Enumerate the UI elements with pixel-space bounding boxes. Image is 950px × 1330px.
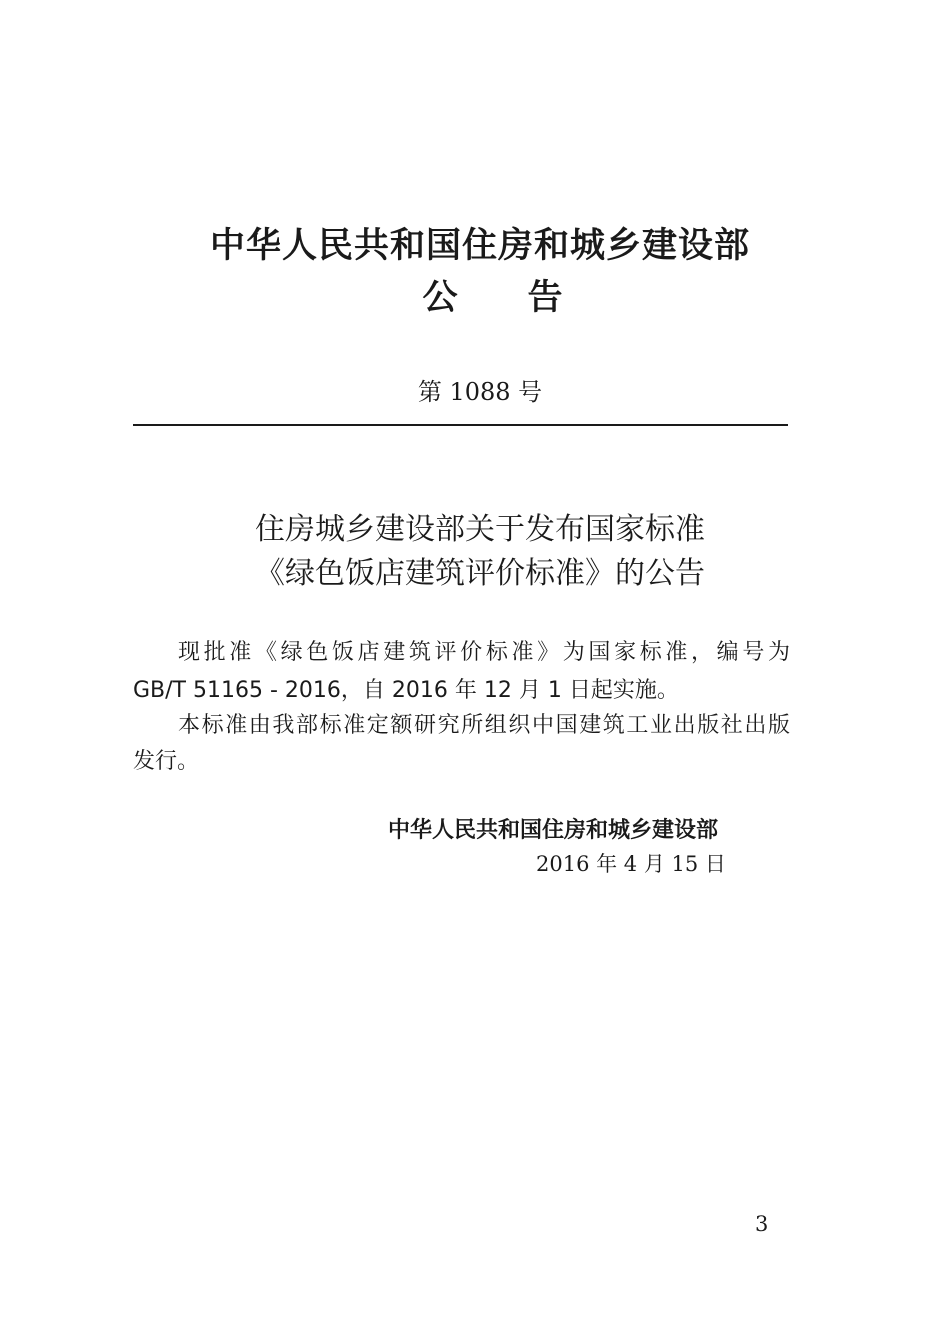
notice-heading: 公告 [422, 278, 633, 318]
issue-number: 第 1088 号 [417, 378, 543, 406]
issue-date: 2016 年 4 月 15 日 [536, 852, 726, 876]
subject-line-1: 住房城乡建设部关于发布国家标准 [255, 512, 705, 547]
body-paragraph-2-line-2: 发行。 [133, 749, 200, 774]
ministry-title: 中华人民共和国住房和城乡建设部 [209, 226, 750, 266]
header-divider [133, 424, 788, 426]
issuer-signature: 中华人民共和国住房和城乡建设部 [388, 818, 719, 843]
page-number: 3 [755, 1212, 769, 1236]
body-paragraph-1-line-2: GB/T 51165 - 2016，自 2016 年 12 月 1 日起实施。 [133, 678, 679, 703]
subject-line-2: 《绿色饭店建筑评价标准》的公告 [255, 556, 705, 591]
body-paragraph-1-line-1: 现批准《绿色饭店建筑评价标准》为国家标准，编号为 [178, 640, 790, 665]
body-paragraph-2-line-1: 本标准由我部标准定额研究所组织中国建筑工业出版社出版 [178, 713, 790, 738]
